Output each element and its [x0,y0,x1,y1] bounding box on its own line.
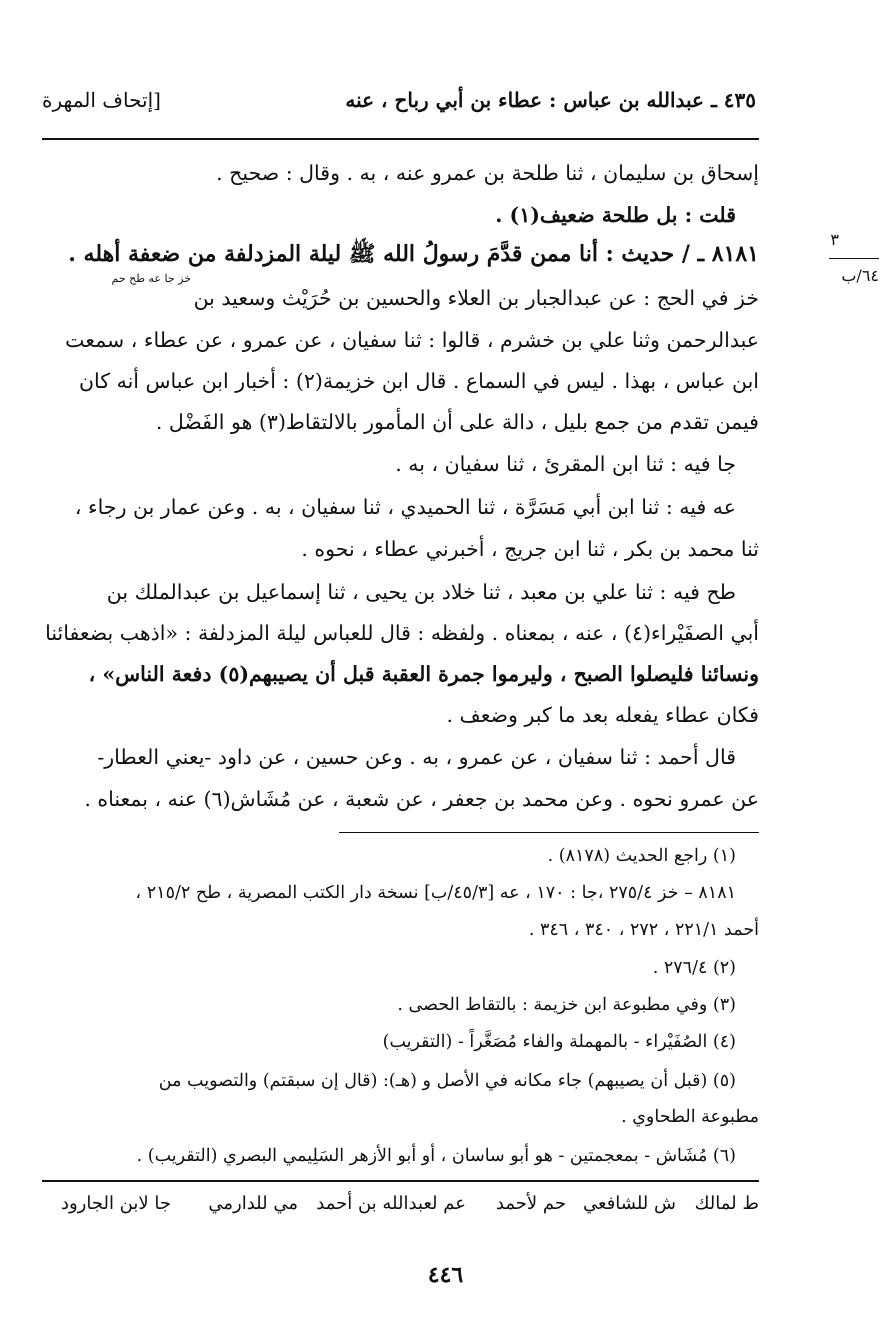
text-line: فكان عطاء يفعله بعد ما كبر وضعف . [446,703,759,727]
text-line: فيمن تقدم من جمع بليل ، دالة على أن المأمور بالالتقاط(٣) هو الفَضْل . [155,410,759,434]
running-header-book: [إتحاف المهرة [42,88,161,112]
text-line: إسحاق بن سليمان ، ثنا طلحة بن عمرو عنه ، به . وقال : صحيح . [216,161,759,185]
margin-number: ٣ [830,230,839,249]
footnote: (٤) الصُفَيْراء - بالمهملة والفاء مُصَغَّراً - (التقريب) [382,1032,736,1052]
footnote: (٦) مُشَاش - بمعجمتين - هو أبو ساسان ، أو أبو الأزهر السَلِيمي البصري (التقريب) . [136,1146,736,1166]
text-line: جا فيه : ثنا ابن المقرئ ، ثنا سفيان ، به . [395,452,736,476]
key-item: ش للشافعي [583,1193,676,1214]
text-line: عبدالرحمن وثنا علي بن خشرم ، قالوا : ثنا سفيان ، عن عمرو ، عن عطاء ، سمعت [65,328,759,352]
margin-rule [829,258,879,259]
key-item: عم لعبدالله بن أحمد [316,1193,466,1214]
text-line: قال أحمد : ثنا سفيان ، عن عمرو ، به . وعن حسين ، عن داود -يعني العطار- [97,745,736,769]
header-rule [42,138,759,140]
footnote: أحمد ٢٢١/١ ، ٢٧٢ ، ٣٤٠ ، ٣٤٦ . [528,920,759,940]
footnote-rule [339,832,759,833]
footnote: ٨١٨١ – خز ٢٧٥/٤ ،جا : ١٧٠ ، عه [٤٥/٣/ب] نسخة دار الكتب المصرية ، طح ٢١٥/٢ ، [135,883,736,903]
footnote: مطبوعة الطحاوي . [621,1107,759,1127]
margin-manuscript-ref: ٦٤/ب [841,266,879,285]
text-line: أبي الصفَيْراء(٤) ، عنه ، بمعناه . ولفظه : قال للعباس ليلة المزدلفة : «اذهب بضعفائنا [45,621,759,645]
text-line: ابن عباس ، بهذا . ليس في السماع . قال ابن خزيمة(٢) : أخبار ابن عباس أنه كان [79,369,759,393]
key-item: ط لمالك [694,1193,759,1214]
text-line: قلت : بل طلحة ضعيف(١) . [495,203,736,227]
text-line: خز في الحج : عن عبدالجبار بن العلاء والحسين بن حُرَيْث وسعيد بن [193,286,759,310]
page-number: ٤٤٦ [427,1262,464,1288]
text-line: ثنا محمد بن بكر ، ثنا ابن جريج ، أخبرني عطاء ، نحوه . [301,537,759,561]
footnote: (٢) ٢٧٦/٤ . [652,958,736,978]
key-rule [42,1180,759,1182]
footnote: (٣) وفي مطبوعة ابن خزيمة : بالتقاط الحصى . [397,995,736,1015]
footnote: (١) راجع الحديث (٨١٧٨) . [547,846,736,866]
key-item: حم لأحمد [495,1193,566,1214]
text-line: عه فيه : ثنا ابن أبي مَسَرَّة ، ثنا الحميدي ، ثنا سفيان ، به . وعن عمار بن رجاء ، [74,495,736,519]
key-item: مي للدارمي [208,1193,298,1214]
footnote: (٥) (قبل أن يصيبهم) جاء مكانه في الأصل و (هـ): (قال إن سبقتم) والتصويب من [158,1071,736,1091]
key-item: جا لابن الجارود [60,1193,171,1214]
text-line: عن عمرو نحوه . وعن محمد بن جعفر ، عن شعبة ، عن مُشَاش(٦) عنه ، بمعناه . [84,787,759,811]
text-line: طح فيه : ثنا علي بن معبد ، ثنا خلاد بن يحيى ، ثنا إسماعيل بن عبدالملك بن [106,580,736,604]
text-line: ونسائنا فليصلوا الصبح ، وليرموا جمرة العقبة قبل أن يصيبهم(٥) دفعة الناس» ، [88,662,759,686]
running-header-title: ٤٣٥ ـ عبدالله بن عباس : عطاء بن أبي رباح ، عنه [345,88,756,112]
interlinear-sigla: خز جا عه طح حم [111,272,191,285]
hadith-heading: ٨١٨١ ـ / حديث : أنا ممن قدَّمَ رسولُ الله ﷺ ليلة المزدلفة من ضعفة أهله . [68,241,759,267]
